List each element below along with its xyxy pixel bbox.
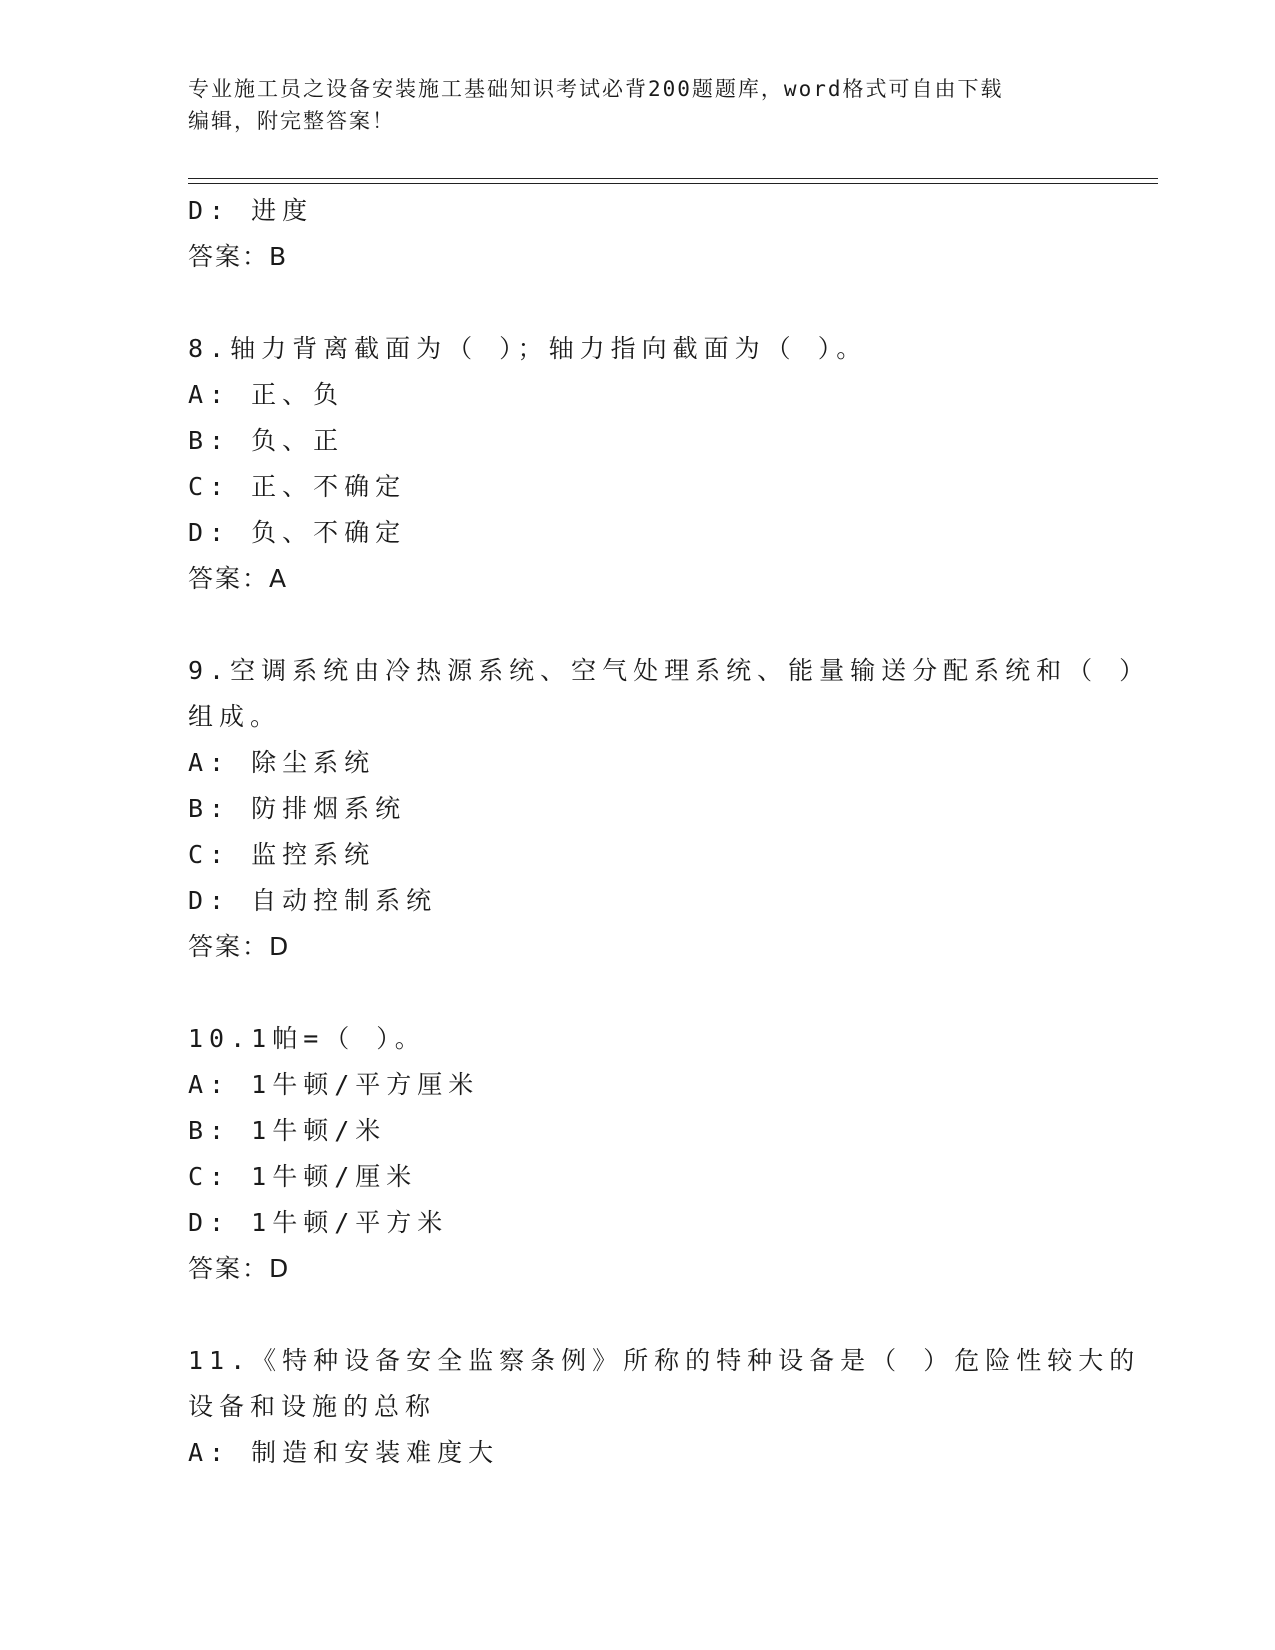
question-text-line2: 设备和设施的总称 <box>188 1392 437 1421</box>
header-title-line1: 专业施工员之设备安装施工基础知识考试必背200题题库，word格式可自由下载 <box>188 77 1004 101</box>
spacer <box>188 1292 1088 1338</box>
option-b: B: 负、正 <box>188 426 345 455</box>
question-block-10 <box>188 1016 1088 1292</box>
question-block-8 <box>188 326 1088 602</box>
spacer <box>188 280 1088 326</box>
answer-line: 答案：D <box>188 932 291 961</box>
option-c: C: 正、不确定 <box>188 472 407 501</box>
answer-line: 答案：A <box>188 564 289 593</box>
question-text: 10.1帕=（ ）。 <box>188 1024 426 1053</box>
answer-line: 答案：B <box>188 242 289 271</box>
question-block-9 <box>188 648 1151 970</box>
question-block-7 <box>188 188 1088 280</box>
option-a: A: 正、负 <box>188 380 345 409</box>
spacer <box>188 602 1088 648</box>
option-c: C: 1牛顿/厘米 <box>188 1162 418 1191</box>
option-a: A: 1牛顿/平方厘米 <box>188 1070 480 1099</box>
question-block-11 <box>188 1338 1141 1476</box>
question-text-line1: 11.《特种设备安全监察条例》所称的特种设备是（ ）危险性较大的 <box>188 1346 1141 1375</box>
option-d: D: 负、不确定 <box>188 518 407 547</box>
question-text-line2: 组成。 <box>188 702 282 731</box>
option-d: D: 1牛顿/平方米 <box>188 1208 449 1237</box>
option-d: D: 自动控制系统 <box>188 886 438 915</box>
header-divider-top <box>188 178 1158 179</box>
option-c: C: 监控系统 <box>188 840 376 869</box>
option-a: A: 除尘系统 <box>188 748 376 777</box>
header-divider-bottom <box>188 183 1158 184</box>
spacer <box>188 970 1088 1016</box>
question-list <box>188 188 1151 1476</box>
question-text-line1: 9.空调系统由冷热源系统、空气处理系统、能量输送分配系统和（ ） <box>188 656 1151 685</box>
option-a: A: 制造和安装难度大 <box>188 1438 500 1467</box>
header-title-line2: 编辑，附完整答案！ <box>188 109 395 133</box>
question-text: 8.轴力背离截面为（ ）；轴力指向截面为（ ）。 <box>188 334 868 363</box>
option-b: B: 1牛顿/米 <box>188 1116 387 1145</box>
option-d: D: 进度 <box>188 196 314 225</box>
option-b: B: 防排烟系统 <box>188 794 407 823</box>
answer-line: 答案：D <box>188 1254 291 1283</box>
document-header <box>188 73 1088 137</box>
